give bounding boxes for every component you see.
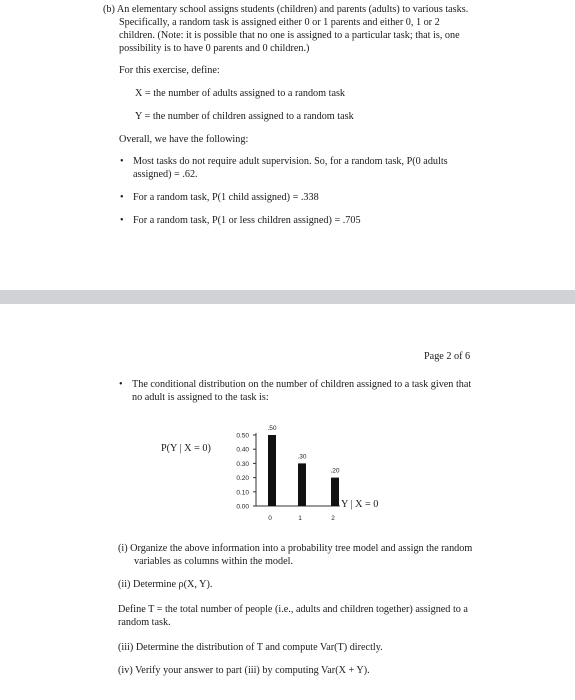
question-3: (iii) Determine the distribution of T and compute Var(T) directly. (118, 642, 383, 653)
intro-line-4: possibility is to have 0 parents and 0 children.) (119, 43, 310, 54)
y-tick-label: 0.00 (236, 503, 249, 511)
bullet-item (119, 191, 513, 204)
conditional-line-2: no adult is assigned to the task is: (132, 392, 269, 403)
intro-line-2: Specifically, a random task is assigned either 0 or 1 parents and either 0, 1 or 2 (119, 17, 440, 28)
define-intro: For this exercise, define: (119, 65, 220, 76)
y-tick-label: 0.20 (236, 475, 249, 483)
question-1-line-1: (i) Organize the above information into a probability tree model and assign the random (118, 543, 473, 554)
bullet-list (103, 155, 513, 227)
bullet-2-line-1: • For a random task, P(1 child assigned) = .338 (133, 192, 319, 203)
bullet-item (119, 155, 513, 181)
questions-section (118, 542, 528, 677)
y-tick-label: 0.40 (236, 446, 249, 454)
x-tick-label: 0 (268, 515, 272, 522)
intro-line-1: (b) An elementary school assigns students (children) and parents (adults) to various tasks. (103, 4, 469, 15)
bar-value-label: .30 (297, 453, 307, 461)
conditional-line-1: • The conditional distribution on the number of children assigned to a task given that (132, 379, 472, 390)
bullet-1-line-1: • Most tasks do not require adult supervision. So, for a random task, P(0 adults (133, 156, 448, 167)
definition-x: X = the number of adults assigned to a random task (135, 88, 346, 99)
y-tick-label: 0.50 (236, 432, 249, 440)
y-tick-label: 0.30 (236, 460, 249, 468)
bar-value-label: .20 (330, 467, 340, 475)
x-tick-label: 1 (298, 515, 302, 522)
bar (331, 478, 339, 506)
conditional-bullet (118, 378, 532, 404)
bar-value-label: .50 (267, 425, 277, 432)
page-break-band (0, 290, 575, 304)
chart-xlabel: Y | X = 0 (341, 499, 379, 510)
conditional-distribution-chart (0, 410, 575, 535)
question-4: (iv) Verify your answer to part (iii) by computing Var(X + Y). (118, 665, 370, 676)
question-2: (ii) Determine ρ(X, Y). (118, 579, 213, 590)
chart-ylabel: P(Y | X = 0) (161, 443, 211, 454)
y-tick-label: 0.10 (236, 489, 249, 497)
question-1-line-2: variables as columns within the model. (134, 556, 294, 567)
x-tick-label: 2 (331, 515, 335, 522)
bullet-1-line-2: assigned) = .62. (133, 169, 198, 180)
bar (298, 463, 306, 506)
bullet-item (119, 214, 513, 227)
bar (268, 435, 276, 506)
define-t-line-1: Define T = the total number of people (i.e., adults and children together) assigned to a (118, 604, 468, 615)
part-b-section (103, 3, 513, 227)
overall-intro: Overall, we have the following: (119, 134, 249, 145)
define-t-line-2: random task. (118, 617, 171, 628)
definition-y: Y = the number of children assigned to a random task (135, 111, 354, 122)
intro-line-3: children. (Note: it is possible that no one is assigned to a particular task; that is, one (119, 30, 460, 41)
bullet-3-line-1: • For a random task, P(1 or less children assigned) = .705 (133, 215, 361, 226)
page-number: Page 2 of 6 (424, 351, 471, 362)
